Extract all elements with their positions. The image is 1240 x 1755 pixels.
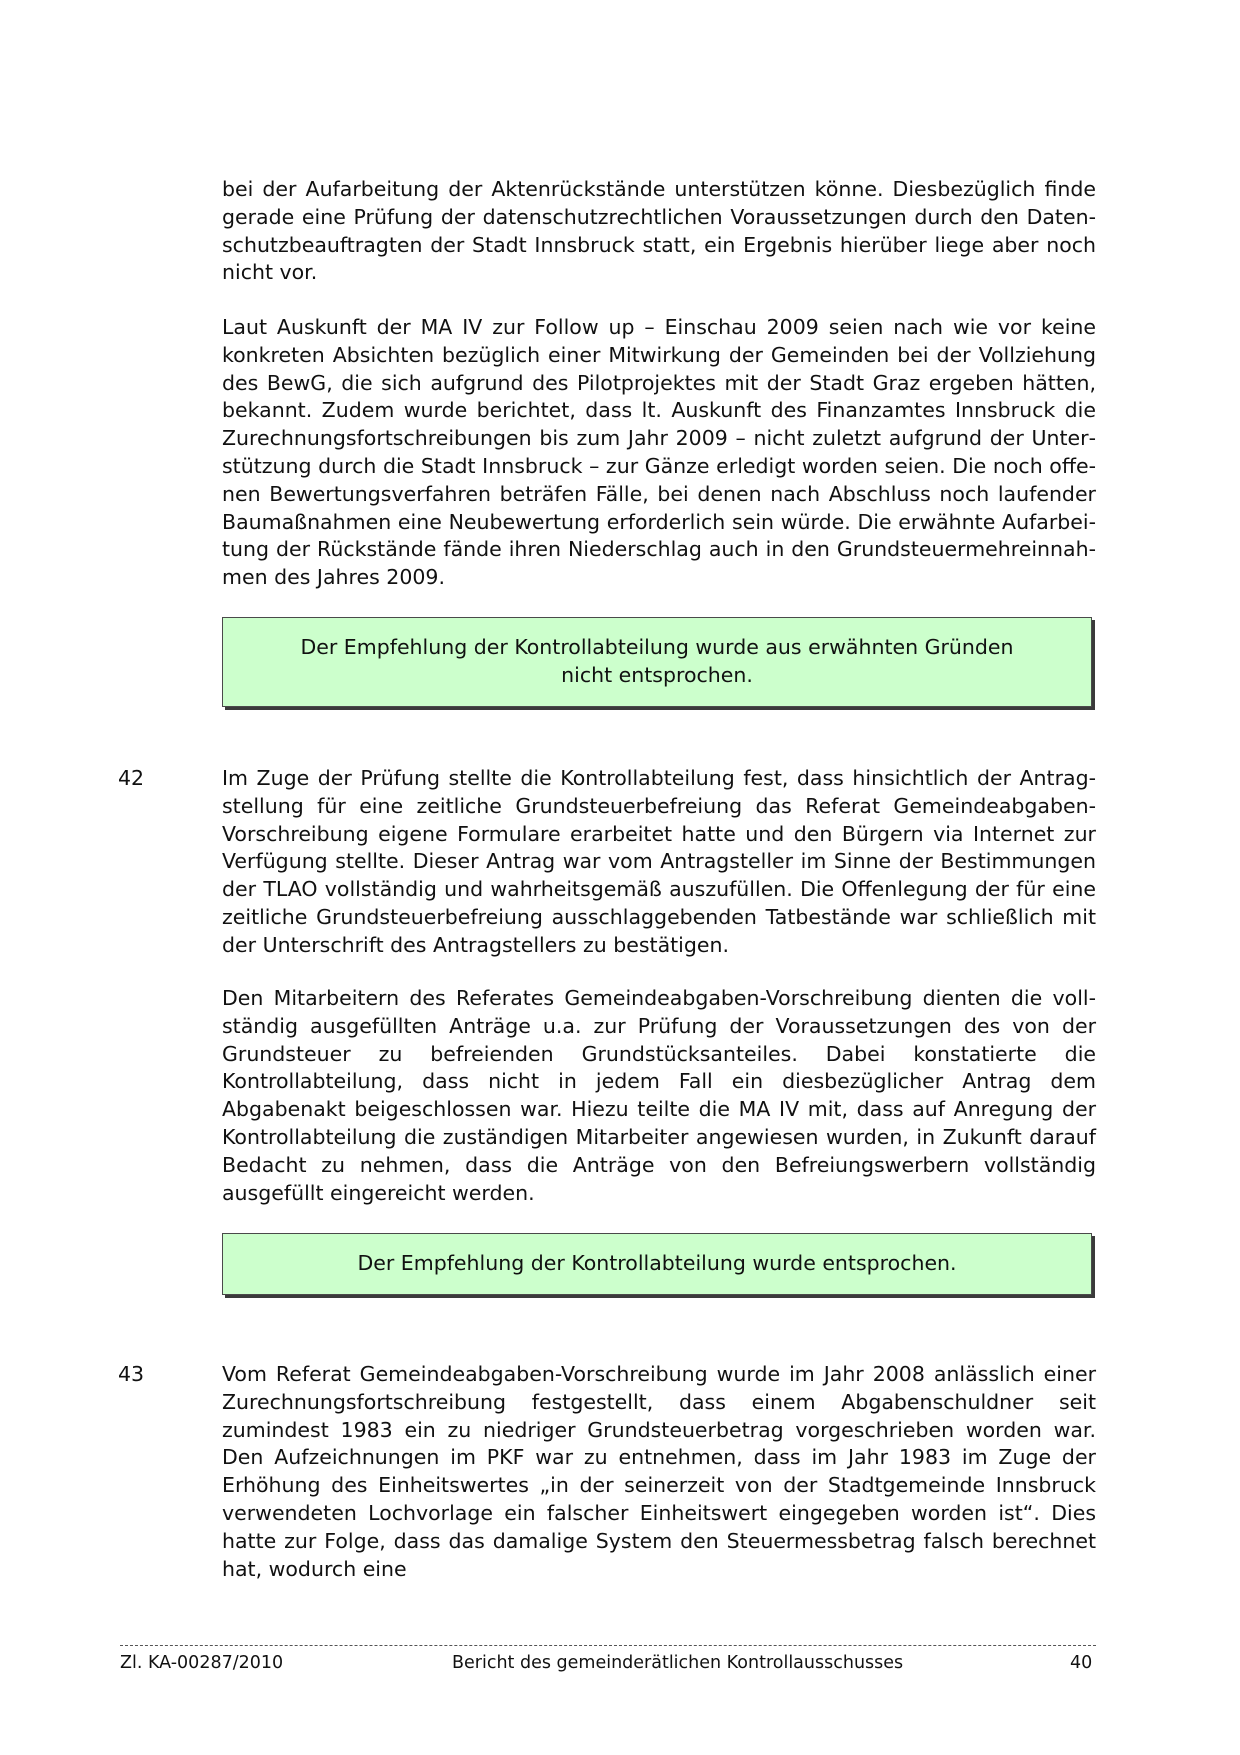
footer-reference-number: Zl. KA-00287/2010	[120, 1653, 284, 1673]
recommendation-box-2-text: Der Empfehlung der Kontrollabteilung wurde entsprochen.	[357, 1251, 957, 1276]
footer-report-title: Bericht des gemeinderätlichen Kontrollausschusses	[452, 1653, 904, 1673]
footer-divider	[120, 1645, 1096, 1646]
recommendation-box-2	[222, 1233, 1092, 1295]
recommendation-box-1	[222, 617, 1092, 707]
recommendation-box-1-text: Der Empfehlung der Kontrollabteilung wurde aus erwähnten Gründen nicht entsprochen.	[300, 635, 1014, 687]
section-number-43: 43	[118, 1362, 145, 1386]
paragraph-5: Vom Referat Gemeindeabgaben-Vorschreibung wurde im Jahr 2008 anlässlich einer Zurechnungsfortschreibung festgestellt, dass einem Abgabenschuldner seit zumindest 1983 ein zu niedriger Grundsteuerbetrag vorgeschrieben worden war. Den Aufzeichnungen im PKF war zu entnehmen, dass im Jahr 1983 im Zuge der Erhöhung des Einheitswertes „in der seinerzeit von der Stadtgemeinde Innsbruck verwendeten Lochvorlage ein falscher Einheitswert eingegeben worden ist“. Dies hatte zur Folge, dass das damalige System den Steuermessbetrag falsch berechnet hat, wodurch eine	[222, 1362, 1096, 1581]
paragraph-2: Laut Auskunft der MA IV zur Follow up – Einschau 2009 seien nach wie vor keine konkreten Absichten bezüglich einer Mitwirkung der Gemeinden bei der Vollziehung des BewG, die sich aufgrund des Pilotprojektes mit der Stadt Graz ergeben hätten, bekannt. Zudem wurde berichtet, dass lt. Auskunft des Finanzamtes Innsbruck die Zurechnungsfortschreibungen bis zum Jahr 2009 – nicht zuletzt aufgrund der Unterstützung durch die Stadt Innsbruck – zur Gänze erledigt worden seien. Die noch offenen Bewertungsverfahren beträfen Fälle, bei denen nach Abschluss noch laufender Baumaßnahmen eine Neubewertung erforderlich sein würde. Die erwähnte Aufarbeitung der Rückstände fände ihren Niederschlag auch in den Grundsteuermehreinnahmen des Jahres 2009.	[222, 315, 1096, 590]
section-number-42: 42	[118, 766, 145, 790]
footer-page-number: 40	[1070, 1653, 1093, 1673]
paragraph-4: Den Mitarbeitern des Referates Gemeindeabgaben-Vorschreibung dienten die vollständig ausgefüllten Anträge u.a. zur Prüfung der Voraussetzungen des von der Grundsteuer zu befreienden Grundstücksanteiles. Dabei konstatierte die Kontrollabteilung, dass nicht in jedem Fall ein diesbezüglicher Antrag dem Abgabenakt beigeschlossen war. Hiezu teilte die MA IV mit, dass auf Anregung der Kontrollabteilung die zuständigen Mitarbeiter angewiesen wurden, in Zukunft darauf Bedacht zu nehmen, dass die Anträge von den Befreiungswerbern vollständig ausgefüllt eingereicht werden.	[222, 986, 1096, 1205]
paragraph-3: Im Zuge der Prüfung stellte die Kontrollabteilung fest, dass hinsichtlich der Antragstellung für eine zeitliche Grundsteuerbefreiung das Referat Gemeindeabgaben-Vorschreibung eigene Formulare erarbeitet hatte und den Bürgern via Internet zur Verfügung stellte. Dieser Antrag war vom Antragsteller im Sinne der Bestimmungen der TLAO vollständig und wahrheitsgemäß auszufüllen. Die Offenlegung der für eine zeitliche Grundsteuerbefreiung ausschlaggebenden Tatbestände war schließlich mit der Unterschrift des Antragstellers zu bestätigen.	[222, 766, 1096, 957]
paragraph-1: bei der Aufarbeitung der Aktenrückstände unterstützen könne. Diesbezüglich finde gerade eine Prüfung der datenschutzrechtlichen Voraussetzungen durch den Datenschutzbeauftragten der Stadt Innsbruck statt, ein Ergebnis hierüber liege aber noch nicht vor.	[222, 177, 1096, 285]
